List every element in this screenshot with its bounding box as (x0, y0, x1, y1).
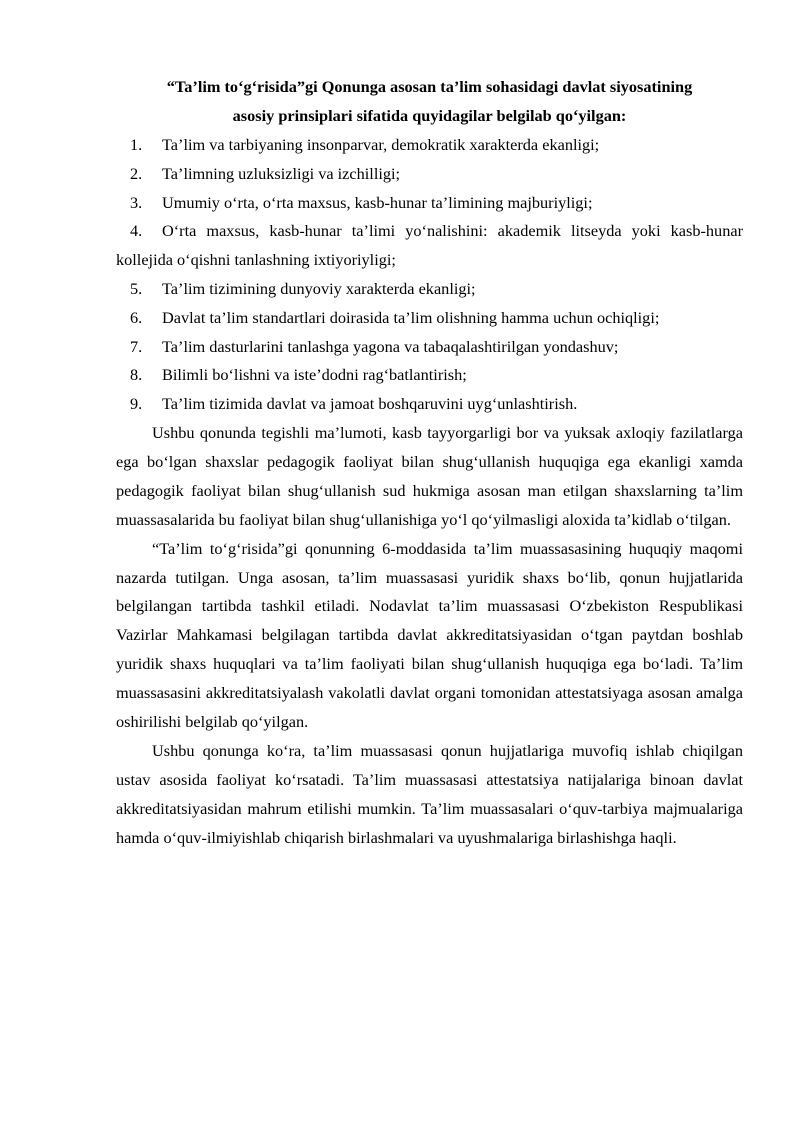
section-heading (116, 73, 743, 130)
list-item-text: Davlat ta’lim standartlari doirasida ta’lim olishning hamma uchun ochiqligi; (162, 307, 660, 327)
list-item-number: 7. (130, 336, 143, 356)
list-item-text: Bilimli bo‘lishni va iste’dodni rag‘batlantirish; (162, 365, 467, 385)
list-item (116, 160, 743, 189)
heading-line-2: asosiy prinsiplari sifatida quyidagilar belgilab qo‘yilgan: (232, 105, 627, 125)
list-item-number: 4. (130, 221, 143, 241)
list-item-number: 8. (130, 365, 143, 385)
list-item-number: 6. (130, 307, 143, 327)
list-item-number: 9. (130, 394, 143, 414)
list-item-text: Ta’lim tizimida davlat va jamoat boshqaruvini uyg‘unlashtirish. (162, 394, 578, 414)
list-item-number: 5. (130, 278, 143, 298)
body-paragraph: Ushbu qonunga ko‘ra, ta’lim muassasasi qonun hujjatlariga muvofiq ishlab chiqilgan ustav asosida faoliyat ko‘rsatadi. Ta’lim muassasasi attestatsiya natijalariga binoan davlat akkreditatsiyasidan mahrum etilishi mumkin. Ta’lim muassasalari o‘quv-tarbiya majmualariga hamda o‘quv-ilmiyishlab chiqarish birlashmalari va uyushmalariga birlashishga haqli. (116, 740, 743, 847)
list-item-number: 3. (130, 192, 143, 212)
list-item (116, 217, 743, 275)
list-item-text: Umumiy o‘rta, o‘rta maxsus, kasb-hunar ta’limining majburiyligi; (162, 192, 593, 212)
list-item (116, 390, 743, 419)
body-paragraph: Ushbu qonunda tegishli ma’lumoti, kasb tayyorgarligi bor va yuksak axloqiy fazilatlarga ega bo‘lgan shaxslar pedagogik faoliyat bilan shug‘ullanish huquqiga ega ekanligi xamda pedagogik faoliyat bilan shug‘ullanish sud hukmiga asosan man etilgan shaxslarning ta’lim muassasalarida bu faoliyat bilan shug‘ullanishiga yo‘l qo‘yilmasligi aloxida ta’kidlab o‘tilgan. (116, 422, 743, 529)
list-item-number: 1. (130, 135, 143, 154)
list-item-text: Ta’lim dasturlarini tanlashga yagona va tabaqalashtirilgan yondashuv; (162, 336, 619, 356)
list-item-text: Ta’limning uzluksizligi va izchilligi; (162, 163, 401, 183)
list-item-number: 2. (130, 163, 143, 183)
list-item-text: Ta’lim va tarbiyaning insonparvar, demokratik xarakterda ekanligi; (162, 135, 600, 154)
list-item (116, 304, 743, 333)
principles-list (116, 131, 743, 419)
list-item-text: Ta’lim tizimining dunyoviy xarakterda ekanligi; (162, 278, 476, 298)
list-item-text: O‘rta maxsus, kasb-hunar ta’limi yo‘nalishini: akademik litseyda yoki kasb-hunar kollejida o‘qishni tanlashning ixtiyoriyligi; (116, 221, 743, 270)
list-item (116, 361, 743, 390)
list-item (116, 333, 743, 362)
list-item (116, 275, 743, 304)
list-item (116, 131, 743, 160)
body-paragraph: “Ta’lim to‘g‘risida”gi qonunning 6-moddasida ta’lim muassasasining huquqiy maqomi nazarda tutilgan. Unga asosan, ta’lim muassasasi yuridik shaxs bo‘lib, qonun hujjatlarida belgilangan tartibda tashkil etiladi. Nodavlat ta’lim muassasasi O‘zbekiston Respublikasi Vazirlar Mahkamasi belgilagan tartibda davlat akkreditatsiyasidan o‘tgan paytdan boshlab yuridik shaxs huquqlari va ta’lim faoliyati bilan shug‘ullanish huquqiga ega bo‘ladi. Ta’lim muassasasini akkreditatsiyalash vakolatli davlat organi tomonidan attestatsiyaga asosan amalga oshirilishi belgilab qo‘yilgan. (116, 538, 743, 732)
heading-line-1: “Ta’lim to‘g‘risida”gi Qonunga asosan ta’lim sohasidagi davlat siyosatining (166, 77, 693, 96)
list-item (116, 189, 743, 218)
